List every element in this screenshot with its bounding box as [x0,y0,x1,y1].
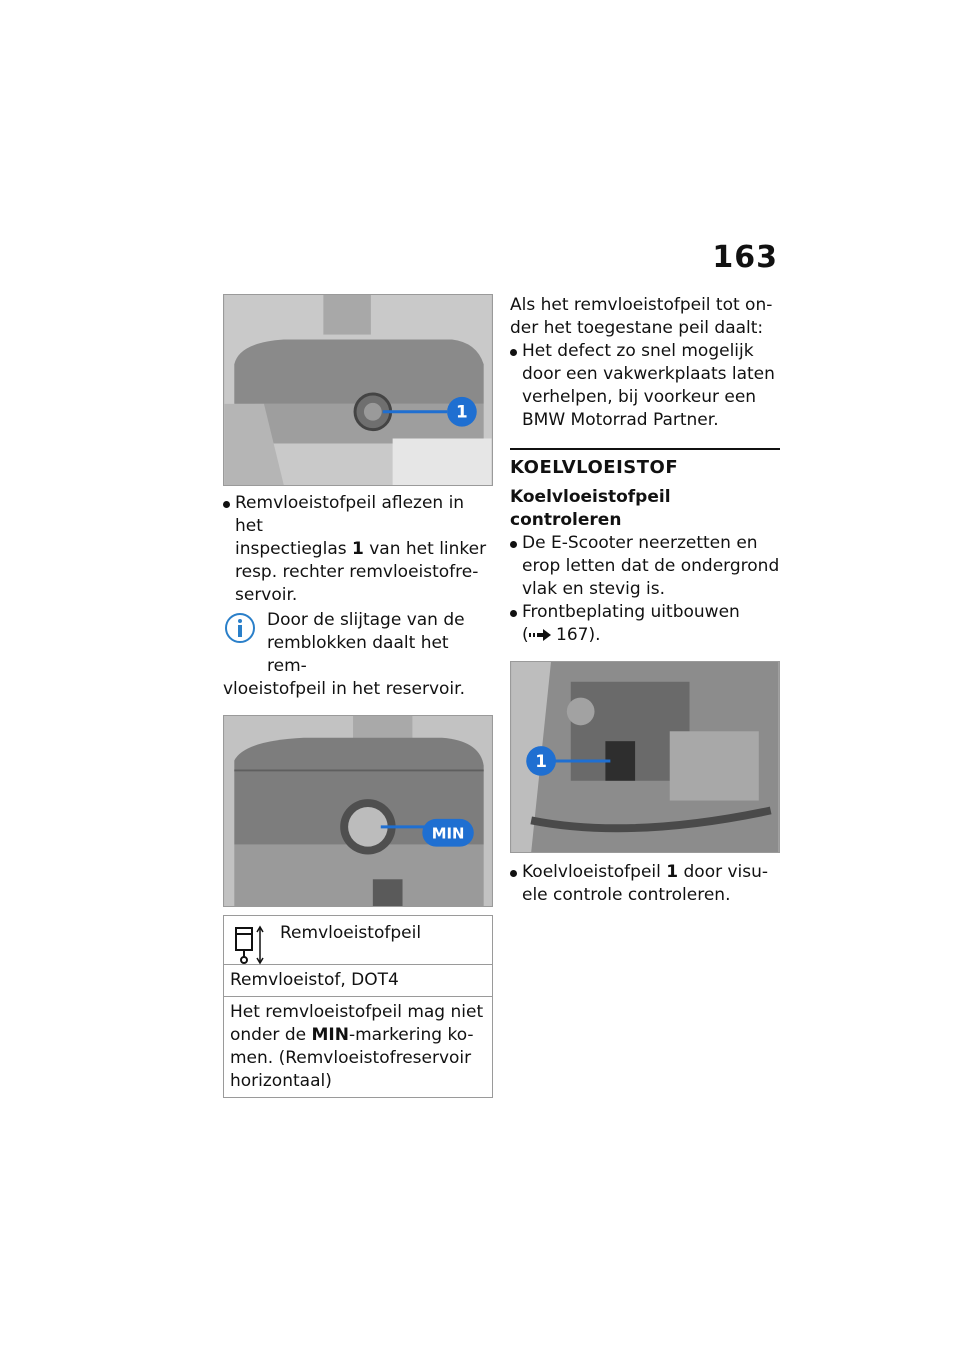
intro-text: Als het remvloeistofpeil tot on- der het toegestane peil daalt: [510,295,773,338]
photo-1-callout: 1 [456,401,468,422]
right-column [510,294,780,907]
section-coolant [510,448,780,532]
photo-brake-reservoir-min-mark [223,715,493,907]
photo-coolant-level [510,661,780,853]
spec-fluid-type: Remvloeistof, DOT4 [224,964,492,996]
photo-1-illustration [224,295,492,485]
photo-3-illustration [511,662,779,852]
photo-2-callout: MIN [431,825,465,843]
spec-table-brake-fluid [223,915,493,1098]
spec-title-row [224,916,492,964]
bullet-read-brake-fluid: Remvloeistofpeil aflezen in het inspectieglas 1 van het linker resp. rechter remvloeistofre- servoir. [223,492,493,607]
subsection-title: Koelvloeistofpeil controleren [510,487,671,530]
arrow-reference-icon [529,629,551,641]
note-brake-pad-wear [223,609,493,701]
info-icon [223,611,257,645]
bullet-repair-defect: Het defect zo snel mogelijk door een vakwerkplaats laten verhelpen, bij voorkeur een BMW Motorrad Partner. [510,340,780,432]
step-check-coolant: Koelvloeistofpeil 1 door visu- ele controle controleren. [510,861,780,907]
note-line-1: Door de slijtage van de [267,610,465,630]
spec-min-rule: Het remvloeistofpeil mag niet onder de MIN-markering ko- men. (Remvloeistofreservoir horizontaal) [224,996,492,1097]
note-line-3: vloeistofpeil in het reservoir. [223,679,465,699]
spec-title: Remvloeistofpeil [280,923,422,943]
step-park-scooter: De E-Scooter neerzetten en erop letten dat de ondergrond vlak en stevig is. [510,532,780,601]
photo-brake-reservoir-inspection-glass [223,294,493,486]
photo-3-callout: 1 [535,750,547,771]
fluid-level-icon [230,922,270,966]
section-title: KOELVLOEISTOF [510,457,679,478]
left-column [223,294,493,1098]
note-line-2: remblokken daalt het rem- [267,633,449,676]
photo-2-illustration [224,716,492,906]
page-number: 163 [712,240,778,275]
step-remove-front-panel: Frontbeplating uitbouwen ( 167). [510,601,780,647]
